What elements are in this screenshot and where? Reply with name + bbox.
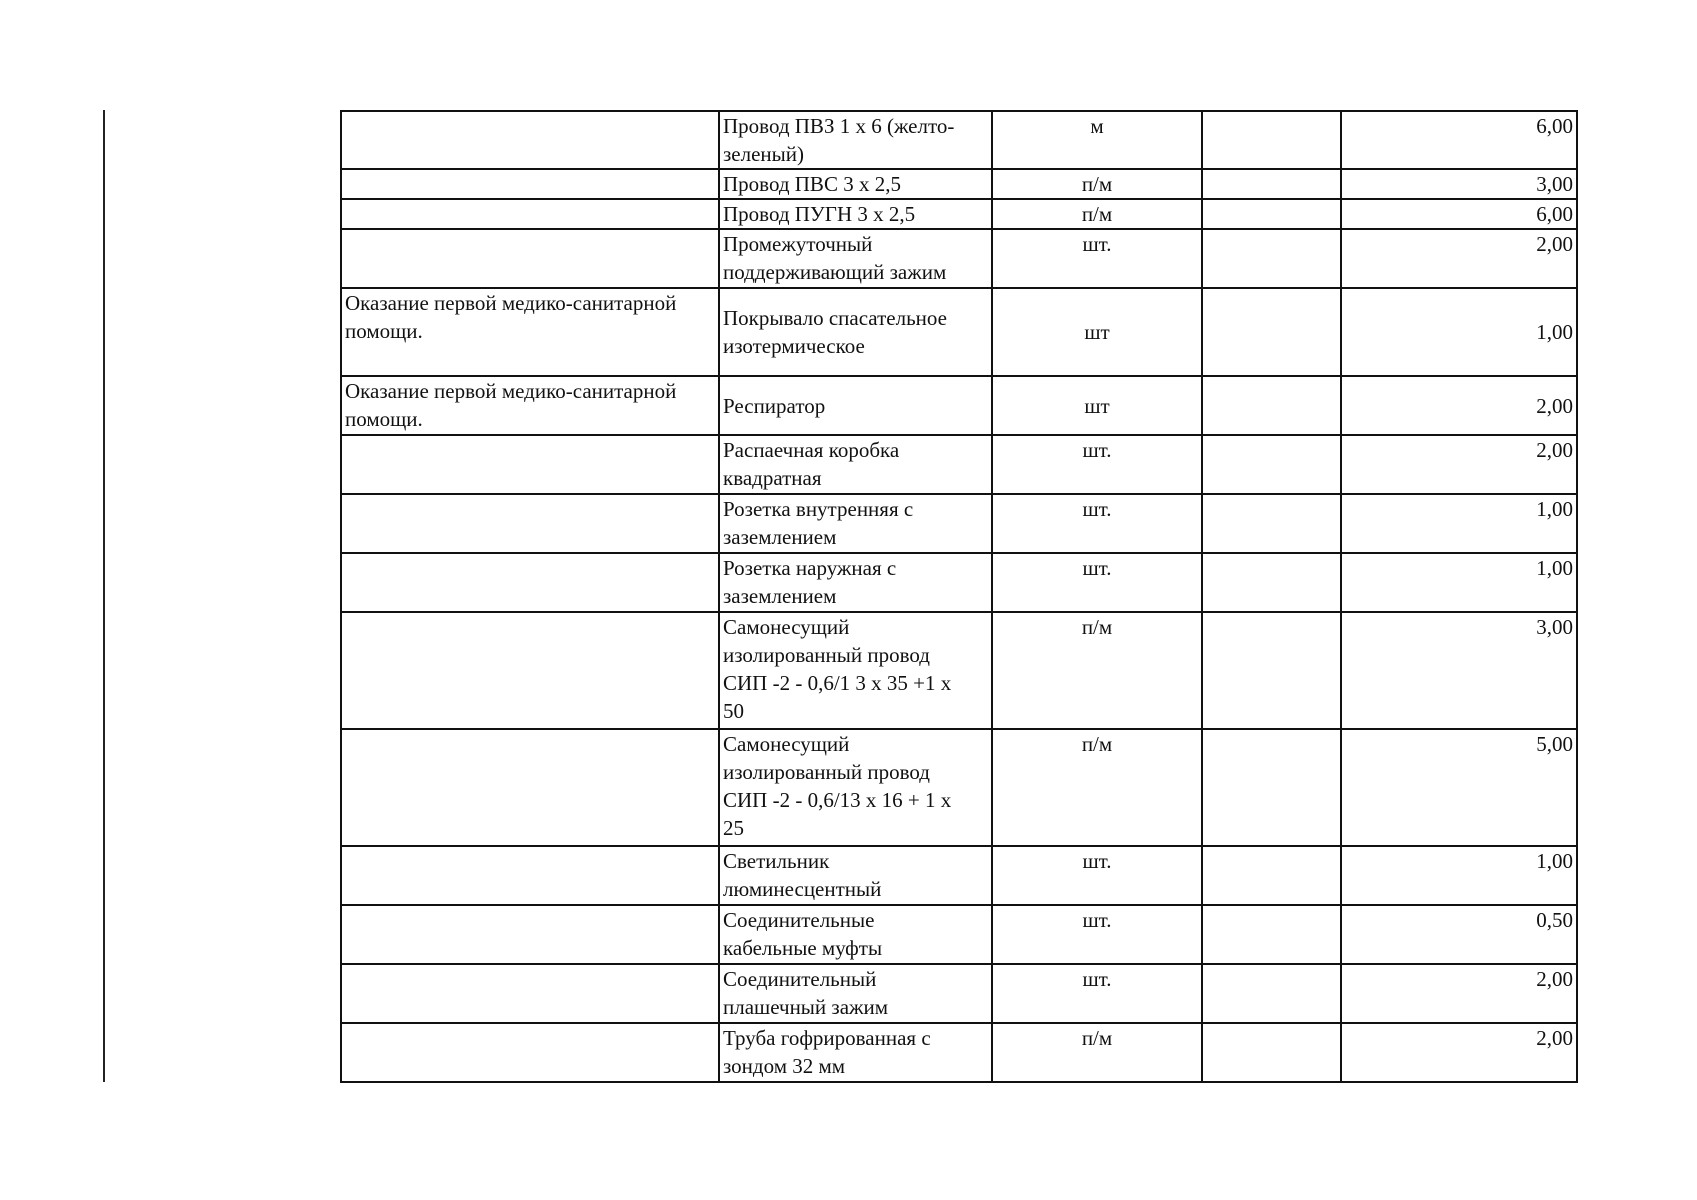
table-row — [341, 435, 1577, 494]
unit-text: шт — [1084, 320, 1110, 344]
purpose-cell — [341, 553, 719, 612]
item-name-text: Самонесущий изолированный провод СИП -2 - 0,6/13 х 16 + 1 х 25 — [723, 732, 952, 840]
item-name-cell — [719, 905, 992, 964]
table-row — [341, 494, 1577, 553]
unit-text: шт. — [1082, 849, 1112, 873]
quantity-cell — [1341, 494, 1577, 553]
quantity-cell — [1341, 111, 1577, 169]
empty-cell — [1202, 846, 1341, 905]
empty-cell — [1202, 435, 1341, 494]
purpose-cell — [341, 964, 719, 1023]
quantity-text: 2,00 — [1536, 967, 1573, 991]
empty-cell — [1202, 612, 1341, 729]
quantity-text: 1,00 — [1536, 320, 1573, 344]
quantity-cell — [1341, 229, 1577, 288]
item-name-cell — [719, 435, 992, 494]
unit-cell — [992, 729, 1202, 846]
item-name-text: Провод ПУГН 3 х 2,5 — [723, 202, 916, 226]
unit-text: шт — [1084, 393, 1110, 418]
item-name-text: Самонесущий изолированный провод СИП -2 - 0,6/1 3 х 35 +1 х 50 — [723, 615, 952, 723]
unit-text: м — [1090, 114, 1104, 138]
purpose-text: Оказание первой медико-санитарной помощи. — [345, 291, 677, 343]
empty-cell — [1202, 169, 1341, 199]
table-row — [341, 729, 1577, 846]
unit-cell — [992, 229, 1202, 288]
quantity-text: 3,00 — [1536, 615, 1573, 639]
unit-cell — [992, 905, 1202, 964]
purpose-cell — [341, 1023, 719, 1082]
item-name-text: Провод ПВС 3 х 2,5 — [723, 172, 901, 196]
unit-cell — [992, 846, 1202, 905]
purpose-cell — [341, 846, 719, 905]
item-name-text: Труба гофрированная с зондом 32 мм — [723, 1026, 931, 1078]
quantity-text: 3,00 — [1536, 172, 1573, 196]
table-row — [341, 964, 1577, 1023]
quantity-cell — [1341, 169, 1577, 199]
quantity-text: 2,00 — [1536, 1026, 1573, 1050]
purpose-cell — [341, 169, 719, 199]
quantity-cell — [1341, 435, 1577, 494]
purpose-cell — [341, 288, 719, 376]
unit-cell — [992, 1023, 1202, 1082]
item-name-cell — [719, 553, 992, 612]
unit-cell — [992, 612, 1202, 729]
table-row — [341, 199, 1577, 229]
item-name-text: Провод ПВЗ 1 х 6 (желто- зеленый) — [723, 114, 955, 166]
purpose-text: Оказание первой медико-санитарной помощи. — [345, 379, 677, 431]
quantity-text: 1,00 — [1536, 556, 1573, 580]
unit-text: шт. — [1082, 497, 1112, 521]
item-name-text: Светильник люминесцентный — [723, 849, 882, 901]
unit-text: п/м — [1081, 202, 1113, 226]
empty-cell — [1202, 288, 1341, 376]
purpose-cell — [341, 199, 719, 229]
purpose-cell — [341, 729, 719, 846]
quantity-text: 5,00 — [1536, 732, 1573, 756]
quantity-text: 1,00 — [1536, 497, 1573, 521]
unit-text: п/м — [1081, 732, 1113, 756]
empty-cell — [1202, 376, 1341, 435]
quantity-text: 6,00 — [1536, 114, 1573, 138]
empty-cell — [1202, 229, 1341, 288]
empty-cell — [1202, 905, 1341, 964]
unit-text: шт. — [1082, 967, 1112, 991]
item-name-cell — [719, 846, 992, 905]
item-name-text: Соединительный плашечный зажим — [723, 967, 889, 1019]
item-name-text: Соединительные кабельные муфты — [723, 908, 883, 960]
quantity-text: 2,00 — [1536, 232, 1573, 256]
item-name-text: Промежуточный поддерживающий зажим — [723, 232, 947, 284]
unit-cell — [992, 435, 1202, 494]
item-name-cell — [719, 494, 992, 553]
item-name-cell — [719, 612, 992, 729]
item-name-cell — [719, 729, 992, 846]
empty-cell — [1202, 199, 1341, 229]
unit-cell — [992, 494, 1202, 553]
item-name-cell — [719, 199, 992, 229]
quantity-cell — [1341, 199, 1577, 229]
quantity-cell — [1341, 612, 1577, 729]
table-row — [341, 1023, 1577, 1082]
left-margin-rule — [103, 110, 105, 1082]
unit-cell — [992, 376, 1202, 435]
quantity-text: 2,00 — [1536, 438, 1573, 462]
empty-cell — [1202, 729, 1341, 846]
quantity-text: 0,50 — [1536, 908, 1573, 932]
item-name-cell — [719, 169, 992, 199]
table-row — [341, 288, 1577, 376]
materials-table-body — [341, 111, 1577, 1082]
table-row — [341, 846, 1577, 905]
unit-cell — [992, 553, 1202, 612]
empty-cell — [1202, 964, 1341, 1023]
unit-cell — [992, 288, 1202, 376]
unit-cell — [992, 111, 1202, 169]
unit-text: п/м — [1081, 1026, 1113, 1050]
empty-cell — [1202, 111, 1341, 169]
item-name-text: Покрывало спасательное изотермическое — [723, 306, 947, 358]
item-name-cell — [719, 376, 992, 435]
quantity-cell — [1341, 846, 1577, 905]
quantity-cell — [1341, 1023, 1577, 1082]
unit-text: п/м — [1081, 172, 1113, 196]
unit-text: п/м — [1081, 615, 1113, 639]
item-name-cell — [719, 1023, 992, 1082]
empty-cell — [1202, 553, 1341, 612]
unit-text: шт. — [1082, 438, 1112, 462]
item-name-cell — [719, 964, 992, 1023]
quantity-cell — [1341, 905, 1577, 964]
item-name-text: Розетка внутренняя с заземлением — [723, 497, 914, 549]
quantity-cell — [1341, 376, 1577, 435]
purpose-cell — [341, 905, 719, 964]
item-name-cell — [719, 229, 992, 288]
unit-text: шт. — [1082, 556, 1112, 580]
purpose-cell — [341, 376, 719, 435]
table-row — [341, 905, 1577, 964]
table-row — [341, 612, 1577, 729]
table-row — [341, 553, 1577, 612]
quantity-text: 1,00 — [1536, 849, 1573, 873]
empty-cell — [1202, 1023, 1341, 1082]
item-name-text: Розетка наружная с заземлением — [723, 556, 897, 608]
quantity-cell — [1341, 288, 1577, 376]
quantity-text: 2,00 — [1536, 393, 1573, 418]
quantity-text: 6,00 — [1536, 202, 1573, 226]
table-row — [341, 376, 1577, 435]
quantity-cell — [1341, 553, 1577, 612]
quantity-cell — [1341, 964, 1577, 1023]
table-row — [341, 169, 1577, 199]
empty-cell — [1202, 494, 1341, 553]
table-row — [341, 229, 1577, 288]
unit-text: шт. — [1082, 908, 1112, 932]
purpose-cell — [341, 612, 719, 729]
item-name-text: Респиратор — [723, 393, 826, 418]
unit-cell — [992, 199, 1202, 229]
purpose-cell — [341, 494, 719, 553]
quantity-cell — [1341, 729, 1577, 846]
unit-text: шт. — [1082, 232, 1112, 256]
purpose-cell — [341, 435, 719, 494]
unit-cell — [992, 964, 1202, 1023]
purpose-cell — [341, 229, 719, 288]
item-name-text: Распаечная коробка квадратная — [723, 438, 900, 490]
item-name-cell — [719, 288, 992, 376]
purpose-cell — [341, 111, 719, 169]
item-name-cell — [719, 111, 992, 169]
table-row — [341, 111, 1577, 169]
unit-cell — [992, 169, 1202, 199]
materials-table — [340, 110, 1578, 1083]
